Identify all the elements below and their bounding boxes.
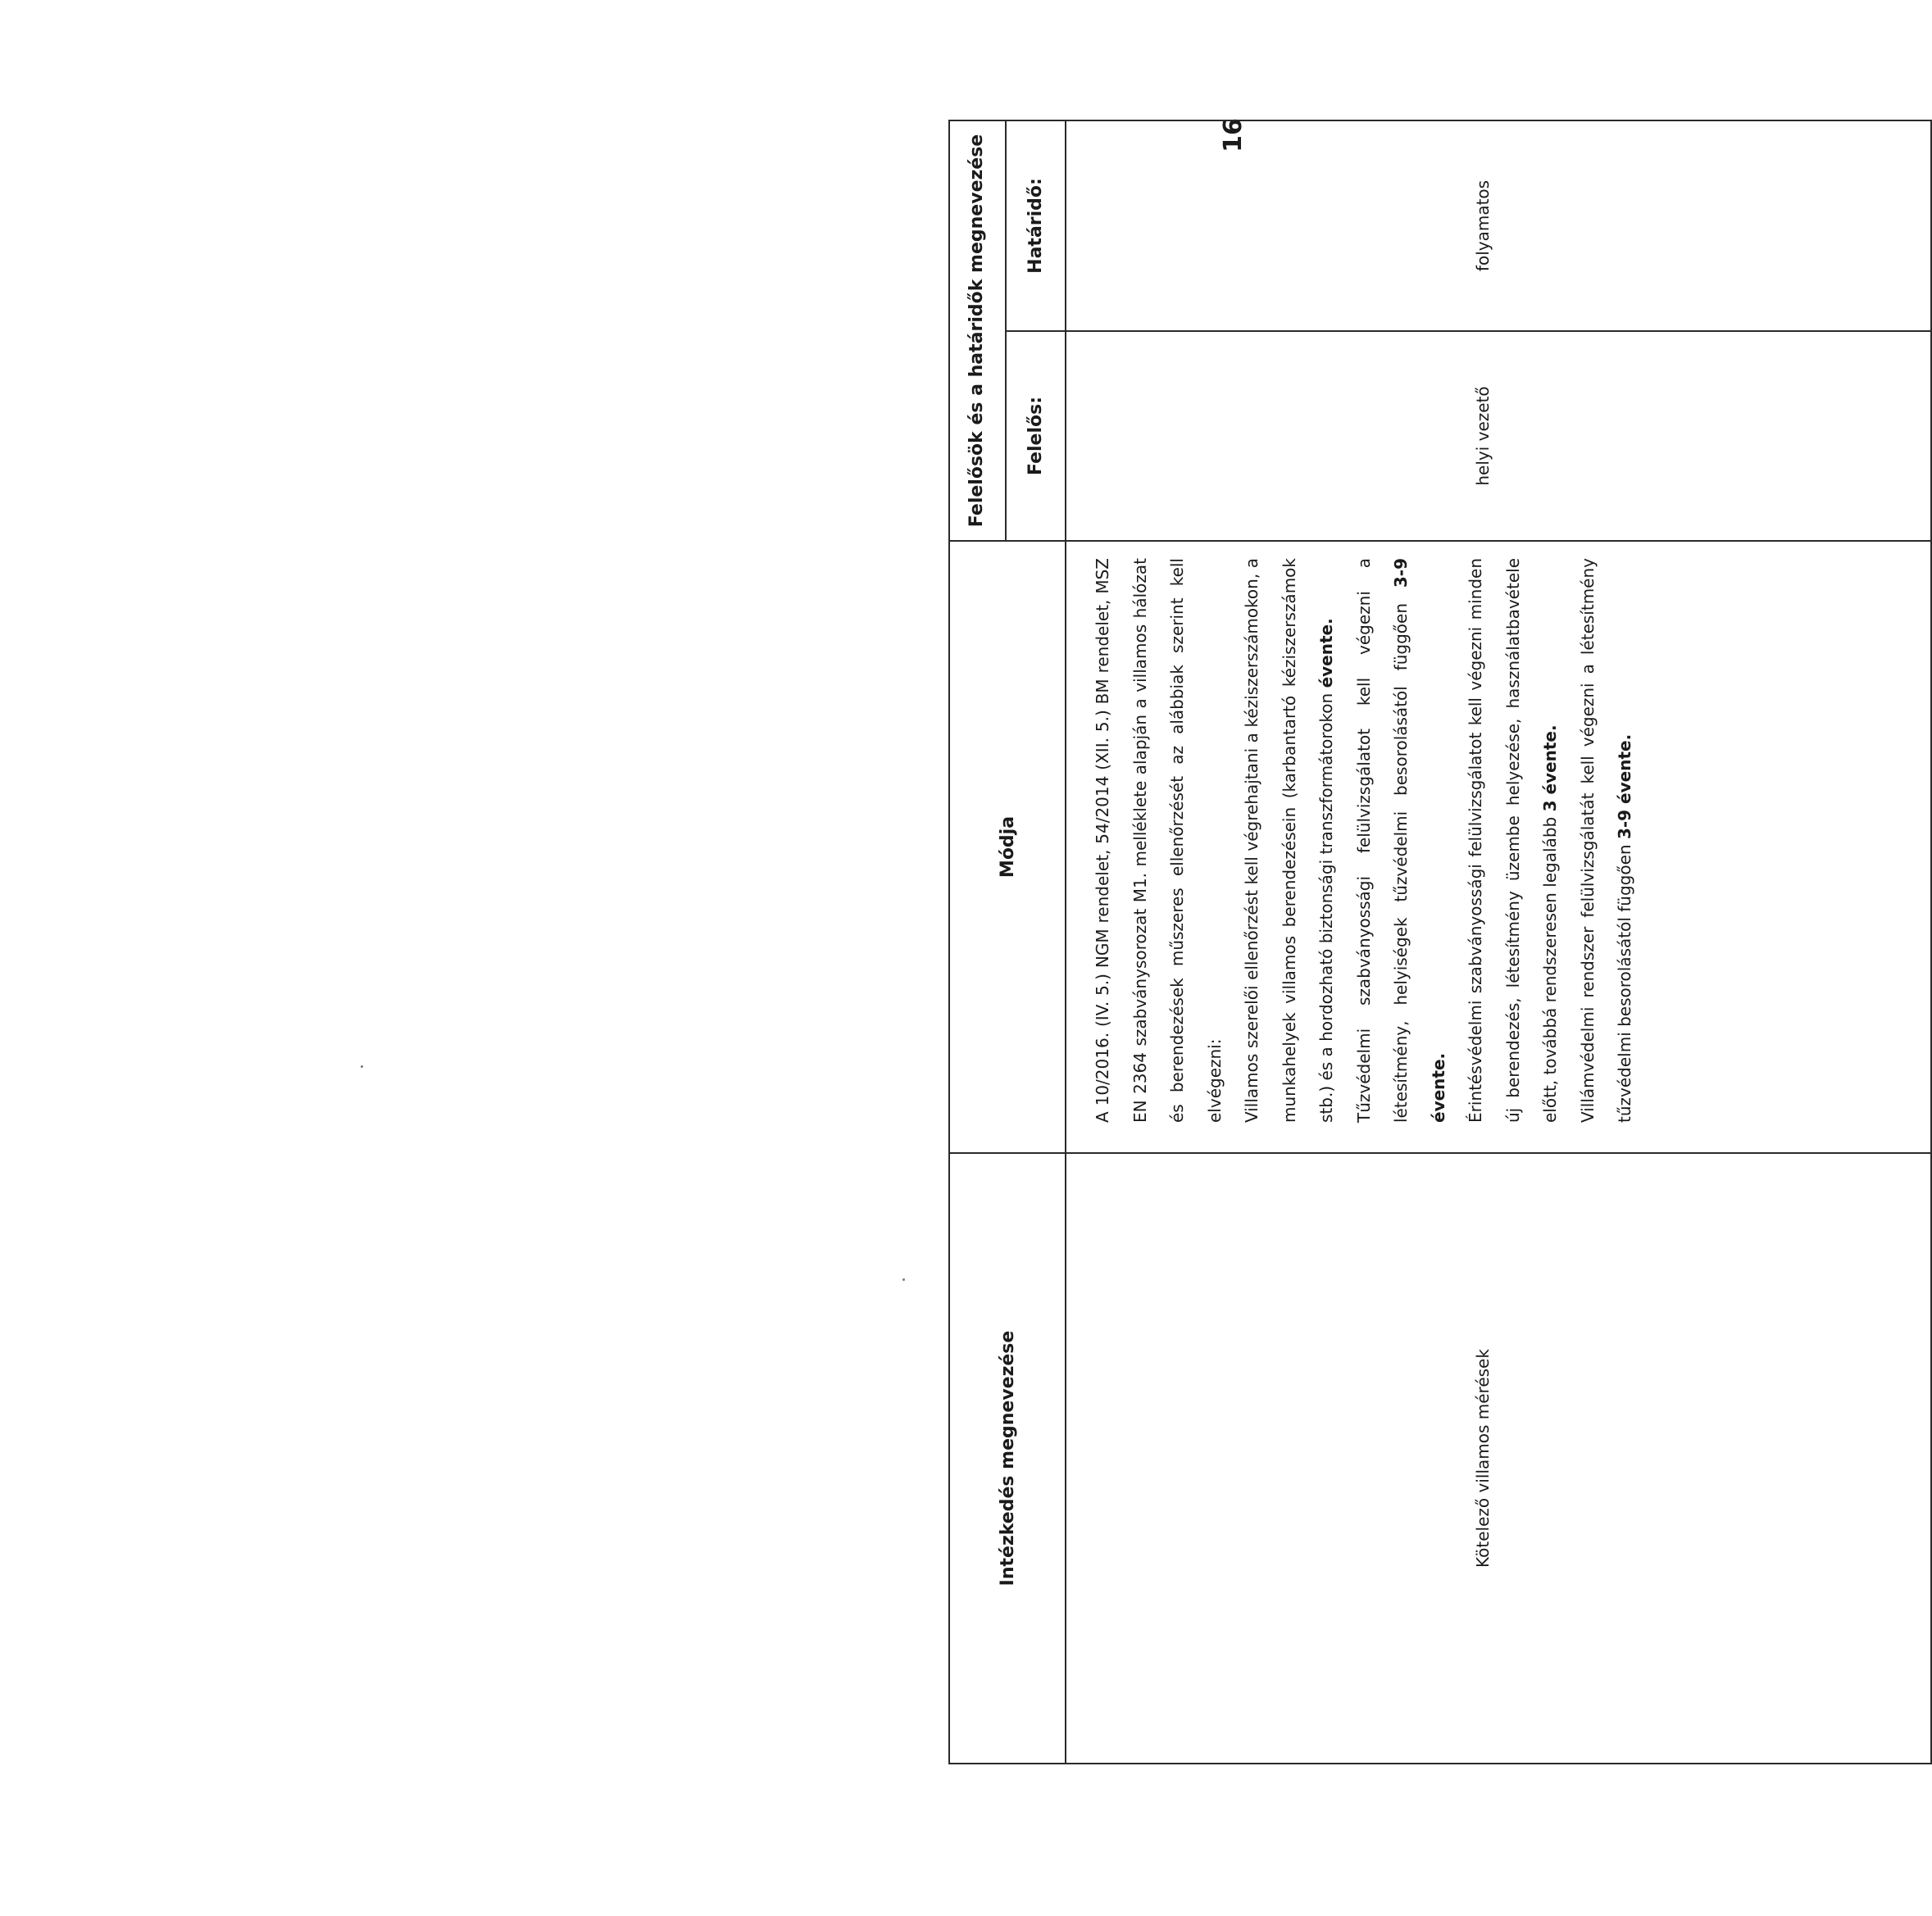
- method-paragraph-tool-inspection: [1234, 558, 1346, 1123]
- scan-speck: [361, 1065, 363, 1068]
- method-paragraph-lightning-protection: [1570, 558, 1644, 1123]
- page-number: 16: [1219, 118, 1248, 152]
- measures-table: [948, 120, 1932, 1764]
- table-row: [1066, 120, 1931, 1764]
- deadline-value: folyamatos: [1473, 179, 1493, 272]
- method-cell: [1066, 541, 1931, 1153]
- method-text: Villámvédelmi rendszer felülvizsgálatát kell végezni a létesítmény tűzvédelmi besorolásától függően: [1577, 558, 1634, 1123]
- rotated-content: [948, 121, 1932, 1764]
- method-frequency: évente.: [1316, 618, 1336, 688]
- method-text: Tűzvédelmi szabványossági felülvizsgálatot kell végezni a létesítmény, helyiségek tűzvédelmi besorolásától függően: [1353, 558, 1411, 1123]
- header-responsible: Felelős:: [1006, 331, 1066, 541]
- table-header-row: [949, 120, 1006, 1764]
- method-text: Villamos szerelői ellenőrzést kell végrehajtani a kéziszerszámokon, a munkahelyek villamos berendezésein (karbantartó kéziszerszámok stb.) és a hordozható biztonsági transzformátorokon: [1242, 558, 1336, 1123]
- method-frequency: 3-9 évente.: [1615, 733, 1634, 840]
- header-method: Módja: [949, 541, 1066, 1153]
- header-measure: Intézkedés megnevezése: [949, 1153, 1066, 1764]
- responsible-value: helyi vezető: [1473, 386, 1493, 486]
- method-paragraph-shock-protection: [1457, 558, 1570, 1123]
- method-paragraph-legal-basis: A 10/2016. (IV. 5.) NGM rendelet, 54/2014 (XII. 5.) BM rendelet, MSZ EN 2364 szabványsorozat M1. melléklete alapján a villamos hálózat és berendezések műszeres ellenőrzését az alábbiak szerint kell elvégezni:: [1093, 558, 1225, 1123]
- responsible-cell: [1066, 331, 1931, 541]
- method-text: Érintésvédelmi szabványossági felülvizsgálatot kell végezni minden új berendezés, létesítmény üzembe helyezése, használatbavétele előtt, továbbá rendszeresen legalább: [1466, 558, 1560, 1123]
- header-responsibles-deadlines: Felelősök és a határidők megnevezése: [949, 120, 1006, 541]
- measure-cell: [1066, 1153, 1931, 1764]
- scan-speck: [902, 1278, 905, 1281]
- measure-name: Kötelező villamos mérések: [1473, 1349, 1493, 1568]
- method-paragraph-fire-protection: [1346, 558, 1458, 1123]
- method-frequency: 3 évente.: [1540, 724, 1560, 812]
- method-frequency: 3-9 évente.: [1391, 558, 1448, 1123]
- header-deadline: Határidő:: [1006, 120, 1066, 331]
- deadline-cell: [1066, 120, 1931, 331]
